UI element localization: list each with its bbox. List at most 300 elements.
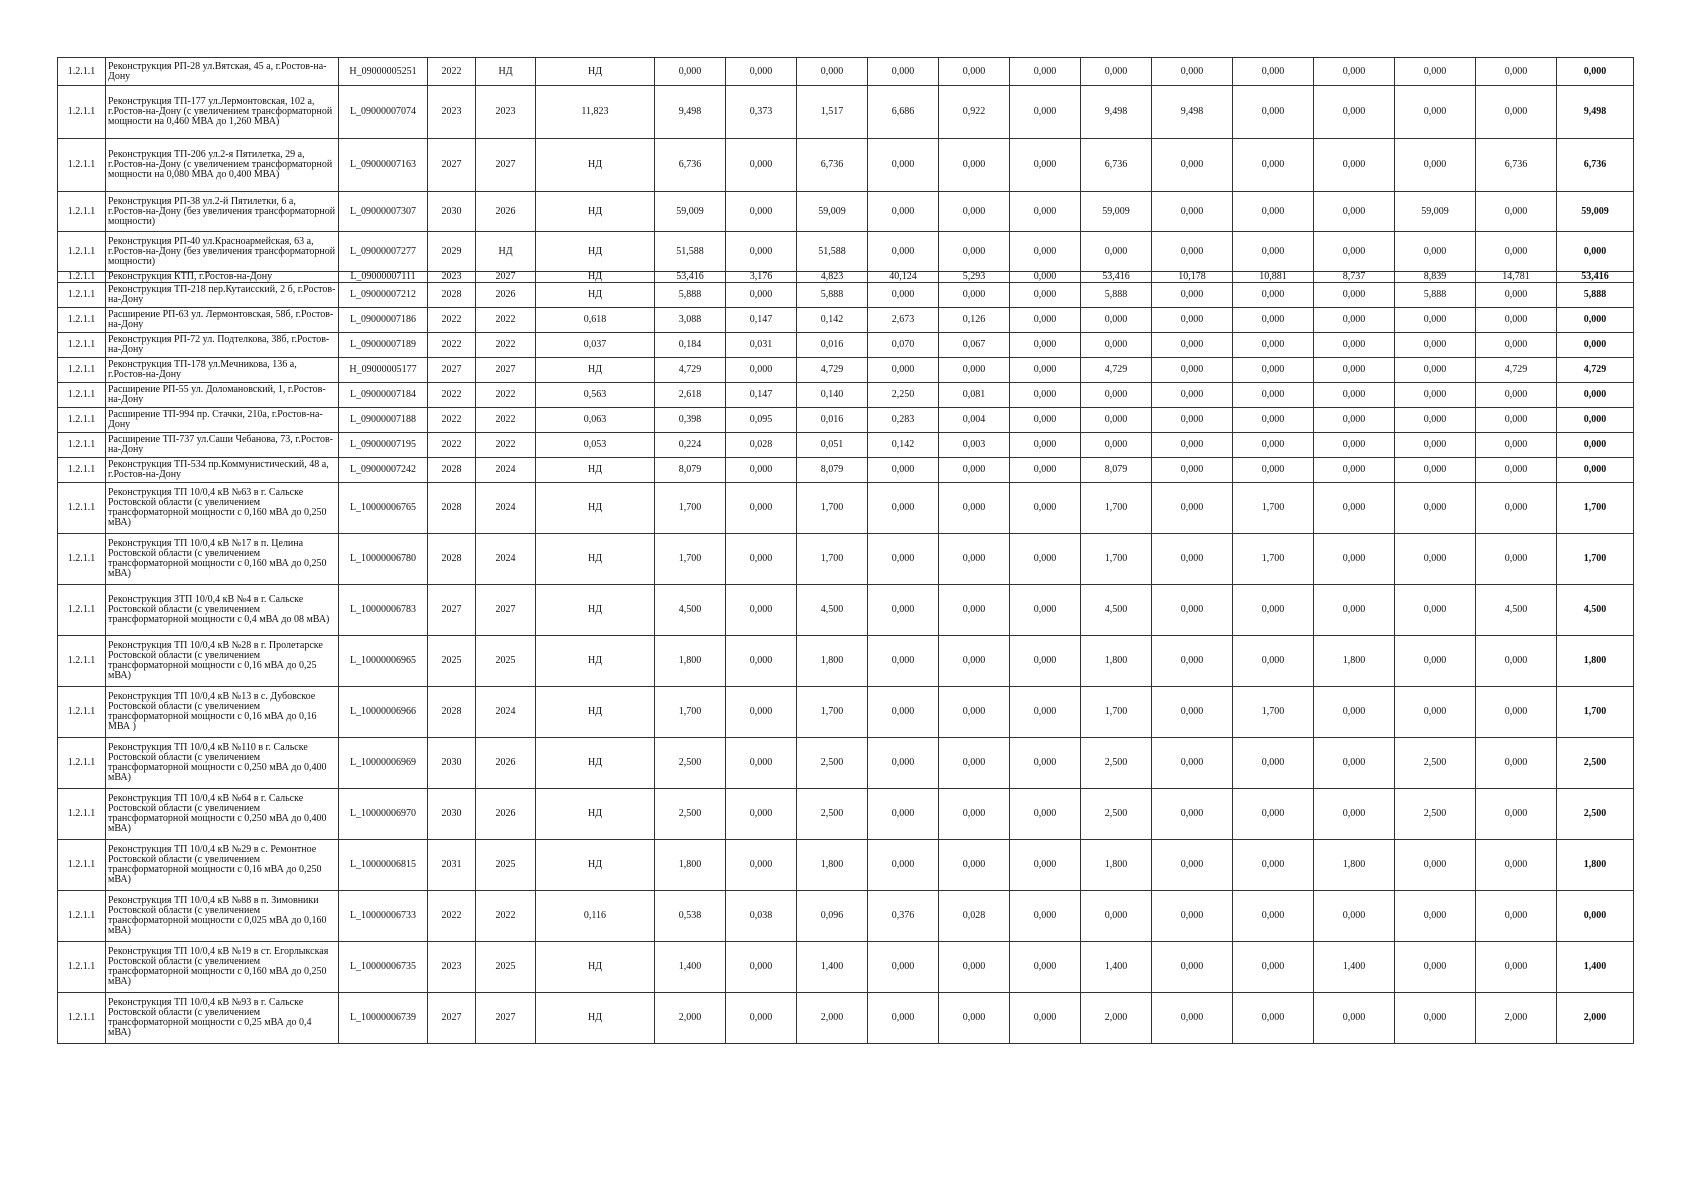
table-row: [58, 383, 1634, 408]
value-cell: 0,000: [1314, 408, 1395, 433]
value-cell: 2025: [476, 840, 536, 891]
project-name-cell: Реконструкция ТП 10/0,4 кВ №28 в г. Пролетарске Ростовской области (с увеличением трансформаторной мощности с 0,16 мВА до 0,25 мВА): [106, 636, 339, 687]
project-name-cell: Реконструкция ТП 10/0,4 кВ №13 в с. Дубовское Ростовской области (с увеличением трансформаторной мощности с 0,16 мВА до 0,16 МВА ): [106, 687, 339, 738]
value-cell: 0,000: [868, 192, 939, 232]
value-cell: 0,000: [1395, 534, 1476, 585]
value-cell: 53,416: [1081, 272, 1152, 283]
value-cell: 0,000: [726, 483, 797, 534]
row-code-cell: 1.2.1.1: [58, 534, 106, 585]
value-cell: 5,888: [655, 283, 726, 308]
value-cell: 0,000: [1395, 86, 1476, 139]
value-cell: 2026: [476, 738, 536, 789]
total-cell: 0,000: [1557, 458, 1634, 483]
value-cell: 0,000: [1314, 687, 1395, 738]
value-cell: 40,124: [868, 272, 939, 283]
value-cell: 0,538: [655, 891, 726, 942]
value-cell: 0,000: [868, 458, 939, 483]
value-cell: 0,000: [1476, 483, 1557, 534]
value-cell: 0,000: [868, 738, 939, 789]
value-cell: НД: [536, 993, 655, 1044]
table-row: [58, 738, 1634, 789]
value-cell: 0,126: [939, 308, 1010, 333]
value-cell: 0,147: [726, 383, 797, 408]
value-cell: 0,000: [1152, 192, 1233, 232]
project-id-cell: L_10000006815: [339, 840, 428, 891]
value-cell: 2023: [428, 272, 476, 283]
project-name-cell: Реконструкция ТП-206 ул.2-я Пятилетка, 29 а, г.Ростов-на-Дону (с увеличением трансформаторной мощности на 0,080 МВА до 0,400 МВА): [106, 139, 339, 192]
total-cell: 1,700: [1557, 483, 1634, 534]
value-cell: 0,000: [726, 942, 797, 993]
value-cell: 2022: [428, 408, 476, 433]
value-cell: 8,737: [1314, 272, 1395, 283]
value-cell: 0,000: [868, 534, 939, 585]
project-name-cell: Реконструкция ТП 10/0,4 кВ №110 в г. Сальске Ростовской области (с увеличением трансформаторной мощности с 0,250 мВА до 0,400 мВА): [106, 738, 339, 789]
value-cell: 0,000: [1010, 283, 1081, 308]
value-cell: 0,142: [797, 308, 868, 333]
value-cell: 6,736: [797, 139, 868, 192]
value-cell: 0,000: [939, 534, 1010, 585]
value-cell: 0,398: [655, 408, 726, 433]
value-cell: 0,000: [1476, 333, 1557, 358]
value-cell: 2030: [428, 789, 476, 840]
value-cell: 0,000: [726, 585, 797, 636]
value-cell: 4,500: [655, 585, 726, 636]
value-cell: 1,400: [1081, 942, 1152, 993]
value-cell: 0,000: [1233, 308, 1314, 333]
value-cell: 53,416: [655, 272, 726, 283]
value-cell: 0,038: [726, 891, 797, 942]
value-cell: 0,000: [1395, 139, 1476, 192]
value-cell: 0,147: [726, 308, 797, 333]
value-cell: 5,293: [939, 272, 1010, 283]
value-cell: 2028: [428, 687, 476, 738]
value-cell: 0,000: [1233, 58, 1314, 86]
table-row: [58, 687, 1634, 738]
total-cell: 5,888: [1557, 283, 1634, 308]
total-cell: 1,400: [1557, 942, 1634, 993]
value-cell: 1,800: [797, 636, 868, 687]
value-cell: 0,031: [726, 333, 797, 358]
value-cell: 0,028: [726, 433, 797, 458]
value-cell: 0,000: [1314, 232, 1395, 272]
value-cell: 0,000: [939, 358, 1010, 383]
project-name-cell: Реконструкция ТП 10/0,4 кВ №29 в с. Ремонтное Ростовской области (с увеличением трансформаторной мощности с 0,16 мВА до 0,250 мВА): [106, 840, 339, 891]
value-cell: 2022: [476, 891, 536, 942]
table-row: [58, 192, 1634, 232]
value-cell: 1,700: [655, 687, 726, 738]
value-cell: 0,000: [1233, 585, 1314, 636]
row-code-cell: 1.2.1.1: [58, 232, 106, 272]
value-cell: 2,500: [797, 738, 868, 789]
value-cell: 59,009: [1081, 192, 1152, 232]
project-name-cell: Реконструкция ТП-178 ул.Мечникова, 136 а, г.Ростов-на-Дону: [106, 358, 339, 383]
value-cell: 10,881: [1233, 272, 1314, 283]
value-cell: 2027: [476, 272, 536, 283]
value-cell: 1,700: [1233, 534, 1314, 585]
value-cell: НД: [536, 738, 655, 789]
table-row: [58, 86, 1634, 139]
value-cell: 2027: [428, 358, 476, 383]
row-code-cell: 1.2.1.1: [58, 408, 106, 433]
table-row: [58, 789, 1634, 840]
value-cell: 1,700: [655, 534, 726, 585]
value-cell: НД: [536, 585, 655, 636]
value-cell: НД: [536, 840, 655, 891]
value-cell: 0,000: [1233, 283, 1314, 308]
value-cell: 0,000: [1081, 383, 1152, 408]
value-cell: 0,000: [1010, 358, 1081, 383]
value-cell: 0,000: [1395, 232, 1476, 272]
value-cell: 2030: [428, 738, 476, 789]
value-cell: 0,000: [939, 993, 1010, 1044]
value-cell: 2,618: [655, 383, 726, 408]
value-cell: 0,000: [1010, 534, 1081, 585]
value-cell: 2024: [476, 458, 536, 483]
value-cell: 0,000: [868, 283, 939, 308]
value-cell: 0,000: [726, 687, 797, 738]
value-cell: 0,000: [1476, 232, 1557, 272]
value-cell: 0,000: [1476, 891, 1557, 942]
value-cell: 0,000: [1233, 636, 1314, 687]
value-cell: 1,700: [1081, 687, 1152, 738]
value-cell: 0,000: [1233, 333, 1314, 358]
project-name-cell: Расширение РП-63 ул. Лермонтовская, 58б, г.Ростов-на-Дону: [106, 308, 339, 333]
value-cell: НД: [536, 636, 655, 687]
value-cell: 0,095: [726, 408, 797, 433]
value-cell: 0,184: [655, 333, 726, 358]
value-cell: 0,000: [1152, 840, 1233, 891]
table-row: [58, 993, 1634, 1044]
project-name-cell: Расширение ТП-994 пр. Стачки, 210а, г.Ростов-на-Дону: [106, 408, 339, 433]
value-cell: НД: [536, 789, 655, 840]
value-cell: 0,000: [1476, 458, 1557, 483]
total-cell: 2,500: [1557, 738, 1634, 789]
value-cell: 0,000: [1314, 534, 1395, 585]
value-cell: 2,000: [797, 993, 868, 1044]
value-cell: 0,000: [1010, 433, 1081, 458]
row-code-cell: 1.2.1.1: [58, 283, 106, 308]
value-cell: 2024: [476, 534, 536, 585]
value-cell: 2023: [476, 86, 536, 139]
value-cell: 4,729: [1081, 358, 1152, 383]
project-id-cell: L_09000007242: [339, 458, 428, 483]
value-cell: 0,000: [1476, 383, 1557, 408]
value-cell: 0,000: [1314, 333, 1395, 358]
total-cell: 2,000: [1557, 993, 1634, 1044]
value-cell: 0,373: [726, 86, 797, 139]
value-cell: 0,081: [939, 383, 1010, 408]
project-name-cell: Реконструкция ТП 10/0,4 кВ №93 в г. Сальске Ростовской области (с увеличением трансформаторной мощности с 0,25 мВА до 0,4 мВА): [106, 993, 339, 1044]
total-cell: 1,700: [1557, 687, 1634, 738]
value-cell: 2029: [428, 232, 476, 272]
value-cell: 0,000: [1395, 687, 1476, 738]
value-cell: 1,800: [797, 840, 868, 891]
value-cell: 0,000: [1233, 891, 1314, 942]
value-cell: 2022: [428, 383, 476, 408]
row-code-cell: 1.2.1.1: [58, 58, 106, 86]
value-cell: 2,000: [1476, 993, 1557, 1044]
value-cell: 2,500: [797, 789, 868, 840]
total-cell: 0,000: [1557, 308, 1634, 333]
value-cell: 2028: [428, 534, 476, 585]
project-id-cell: L_09000007186: [339, 308, 428, 333]
value-cell: 2025: [476, 942, 536, 993]
value-cell: 1,700: [1233, 687, 1314, 738]
value-cell: 0,000: [1314, 86, 1395, 139]
value-cell: 0,000: [1010, 636, 1081, 687]
value-cell: 4,729: [1476, 358, 1557, 383]
value-cell: 0,000: [1010, 232, 1081, 272]
value-cell: 1,700: [797, 687, 868, 738]
value-cell: 0,016: [797, 408, 868, 433]
row-code-cell: 1.2.1.1: [58, 308, 106, 333]
value-cell: 0,000: [939, 636, 1010, 687]
value-cell: 0,000: [1152, 483, 1233, 534]
row-code-cell: 1.2.1.1: [58, 636, 106, 687]
value-cell: 0,000: [1395, 308, 1476, 333]
project-name-cell: Реконструкция ТП-534 пр.Коммунистический, 48 а, г.Ростов-на-Дону: [106, 458, 339, 483]
value-cell: 0,000: [1314, 139, 1395, 192]
value-cell: 0,000: [1314, 458, 1395, 483]
value-cell: 0,000: [1152, 687, 1233, 738]
project-id-cell: L_09000007189: [339, 333, 428, 358]
value-cell: 2,000: [655, 993, 726, 1044]
value-cell: 0,000: [726, 192, 797, 232]
value-cell: 0,000: [1395, 942, 1476, 993]
table-row: [58, 308, 1634, 333]
value-cell: 0,376: [868, 891, 939, 942]
project-name-cell: Реконструкция ТП 10/0,4 кВ №64 в г. Сальске Ростовской области (с увеличением трансформаторной мощности с 0,250 мВА до 0,400 мВА): [106, 789, 339, 840]
row-code-cell: 1.2.1.1: [58, 358, 106, 383]
value-cell: 2022: [428, 433, 476, 458]
value-cell: 0,037: [536, 333, 655, 358]
table-row: [58, 408, 1634, 433]
value-cell: 0,000: [939, 232, 1010, 272]
value-cell: 2027: [428, 993, 476, 1044]
value-cell: 0,000: [1314, 993, 1395, 1044]
value-cell: 0,000: [726, 789, 797, 840]
value-cell: 4,500: [1476, 585, 1557, 636]
value-cell: 0,000: [1010, 408, 1081, 433]
value-cell: 2028: [428, 458, 476, 483]
value-cell: 1,800: [655, 636, 726, 687]
value-cell: НД: [536, 458, 655, 483]
value-cell: 4,500: [1081, 585, 1152, 636]
value-cell: 6,736: [655, 139, 726, 192]
value-cell: 0,000: [1476, 789, 1557, 840]
total-cell: 0,000: [1557, 408, 1634, 433]
value-cell: 6,736: [1476, 139, 1557, 192]
value-cell: 0,000: [868, 585, 939, 636]
table-body: [58, 58, 1634, 1044]
value-cell: 0,000: [868, 58, 939, 86]
value-cell: 0,000: [1081, 308, 1152, 333]
project-name-cell: Реконструкция ТП 10/0,4 кВ №17 в п. Целина Ростовской области (с увеличением трансформаторной мощности с 0,160 мВА до 0,250 мВА): [106, 534, 339, 585]
value-cell: 0,000: [1233, 738, 1314, 789]
value-cell: 0,000: [797, 58, 868, 86]
value-cell: 0,000: [1476, 283, 1557, 308]
value-cell: 0,000: [1152, 458, 1233, 483]
value-cell: НД: [536, 58, 655, 86]
value-cell: 1,800: [1314, 840, 1395, 891]
investment-program-table: [57, 57, 1634, 1044]
value-cell: 0,000: [1314, 283, 1395, 308]
value-cell: 0,000: [1010, 86, 1081, 139]
value-cell: 0,000: [1010, 58, 1081, 86]
value-cell: НД: [536, 534, 655, 585]
project-name-cell: Реконструкция ТП-177 ул.Лермонтовская, 102 а, г.Ростов-на-Дону (с увеличением трансформаторной мощности на 0,460 МВА до 1,260 МВА): [106, 86, 339, 139]
total-cell: 53,416: [1557, 272, 1634, 283]
row-code-cell: 1.2.1.1: [58, 687, 106, 738]
value-cell: НД: [536, 272, 655, 283]
value-cell: 0,000: [1081, 433, 1152, 458]
table-row: [58, 585, 1634, 636]
value-cell: 1,700: [797, 534, 868, 585]
value-cell: 0,000: [1233, 86, 1314, 139]
value-cell: 0,000: [1152, 333, 1233, 358]
value-cell: 0,000: [726, 58, 797, 86]
total-cell: 0,000: [1557, 433, 1634, 458]
value-cell: 0,618: [536, 308, 655, 333]
value-cell: 0,000: [939, 738, 1010, 789]
value-cell: 0,224: [655, 433, 726, 458]
value-cell: 0,000: [726, 534, 797, 585]
value-cell: 0,000: [868, 840, 939, 891]
value-cell: 9,498: [655, 86, 726, 139]
project-name-cell: Расширение РП-55 ул. Доломановский, 1, г.Ростов-на-Дону: [106, 383, 339, 408]
value-cell: 0,000: [1010, 993, 1081, 1044]
value-cell: 1,400: [797, 942, 868, 993]
value-cell: 0,000: [939, 283, 1010, 308]
value-cell: 0,000: [939, 585, 1010, 636]
value-cell: 0,000: [1476, 308, 1557, 333]
value-cell: 0,000: [655, 58, 726, 86]
project-name-cell: Реконструкция ТП 10/0,4 кВ №63 в г. Сальске Ростовской области (с увеличением трансформаторной мощности с 0,160 мВА до 0,250 мВА): [106, 483, 339, 534]
project-id-cell: L_09000007277: [339, 232, 428, 272]
value-cell: НД: [536, 139, 655, 192]
row-code-cell: 1.2.1.1: [58, 585, 106, 636]
project-name-cell: Реконструкция РП-72 ул. Подтелкова, 38б, г.Ростов-на-Дону: [106, 333, 339, 358]
value-cell: 2027: [428, 139, 476, 192]
value-cell: 1,400: [655, 942, 726, 993]
value-cell: 0,000: [1233, 192, 1314, 232]
value-cell: 2022: [428, 333, 476, 358]
value-cell: 0,000: [1081, 891, 1152, 942]
value-cell: 0,000: [1395, 383, 1476, 408]
value-cell: 2022: [476, 408, 536, 433]
table-row: [58, 58, 1634, 86]
value-cell: 14,781: [1476, 272, 1557, 283]
value-cell: 0,000: [1233, 232, 1314, 272]
value-cell: 1,800: [655, 840, 726, 891]
value-cell: 0,000: [1010, 789, 1081, 840]
value-cell: 0,000: [1395, 408, 1476, 433]
project-id-cell: L_10000006965: [339, 636, 428, 687]
value-cell: 0,000: [1395, 585, 1476, 636]
value-cell: 0,000: [1152, 534, 1233, 585]
value-cell: 51,588: [655, 232, 726, 272]
value-cell: 0,003: [939, 433, 1010, 458]
value-cell: 0,000: [1314, 383, 1395, 408]
row-code-cell: 1.2.1.1: [58, 942, 106, 993]
value-cell: 0,016: [797, 333, 868, 358]
value-cell: 59,009: [1395, 192, 1476, 232]
value-cell: 0,000: [1314, 483, 1395, 534]
value-cell: 4,823: [797, 272, 868, 283]
value-cell: 0,000: [1152, 993, 1233, 1044]
value-cell: 0,028: [939, 891, 1010, 942]
value-cell: НД: [536, 283, 655, 308]
total-cell: 2,500: [1557, 789, 1634, 840]
value-cell: 10,178: [1152, 272, 1233, 283]
value-cell: 0,000: [1081, 232, 1152, 272]
value-cell: 2022: [476, 383, 536, 408]
total-cell: 0,000: [1557, 891, 1634, 942]
value-cell: 0,000: [868, 483, 939, 534]
value-cell: НД: [536, 942, 655, 993]
value-cell: НД: [536, 483, 655, 534]
value-cell: 0,000: [1010, 139, 1081, 192]
value-cell: 2025: [476, 636, 536, 687]
value-cell: 51,588: [797, 232, 868, 272]
table-row: [58, 433, 1634, 458]
value-cell: 0,000: [1010, 192, 1081, 232]
value-cell: 0,000: [868, 942, 939, 993]
table-row: [58, 534, 1634, 585]
total-cell: 4,729: [1557, 358, 1634, 383]
value-cell: 1,700: [797, 483, 868, 534]
project-name-cell: Расширение ТП-737 ул.Саши Чебанова, 73, г.Ростов-на-Дону: [106, 433, 339, 458]
project-id-cell: L_10000006765: [339, 483, 428, 534]
value-cell: 8,079: [1081, 458, 1152, 483]
value-cell: 0,000: [726, 139, 797, 192]
total-cell: 0,000: [1557, 58, 1634, 86]
value-cell: 9,498: [1081, 86, 1152, 139]
value-cell: 4,729: [655, 358, 726, 383]
value-cell: 59,009: [655, 192, 726, 232]
value-cell: 0,116: [536, 891, 655, 942]
project-id-cell: L_09000007074: [339, 86, 428, 139]
value-cell: 0,000: [1476, 636, 1557, 687]
value-cell: 0,000: [1476, 738, 1557, 789]
value-cell: 1,700: [1081, 483, 1152, 534]
value-cell: 0,000: [1476, 86, 1557, 139]
project-id-cell: L_10000006783: [339, 585, 428, 636]
value-cell: 1,800: [1081, 840, 1152, 891]
project-id-cell: L_10000006735: [339, 942, 428, 993]
value-cell: 2022: [476, 333, 536, 358]
value-cell: 0,283: [868, 408, 939, 433]
row-code-cell: 1.2.1.1: [58, 458, 106, 483]
value-cell: 0,000: [1395, 433, 1476, 458]
value-cell: 0,000: [939, 458, 1010, 483]
value-cell: 0,000: [1395, 891, 1476, 942]
value-cell: 2027: [476, 358, 536, 383]
value-cell: 0,000: [1081, 58, 1152, 86]
project-id-cell: L_10000006733: [339, 891, 428, 942]
value-cell: 0,000: [1476, 840, 1557, 891]
value-cell: 0,000: [1010, 308, 1081, 333]
value-cell: 0,000: [1152, 232, 1233, 272]
total-cell: 59,009: [1557, 192, 1634, 232]
value-cell: 0,000: [726, 993, 797, 1044]
row-code-cell: 1.2.1.1: [58, 86, 106, 139]
table-row: [58, 272, 1634, 283]
value-cell: 0,000: [939, 687, 1010, 738]
value-cell: 2,250: [868, 383, 939, 408]
value-cell: 3,176: [726, 272, 797, 283]
value-cell: 0,000: [1010, 738, 1081, 789]
